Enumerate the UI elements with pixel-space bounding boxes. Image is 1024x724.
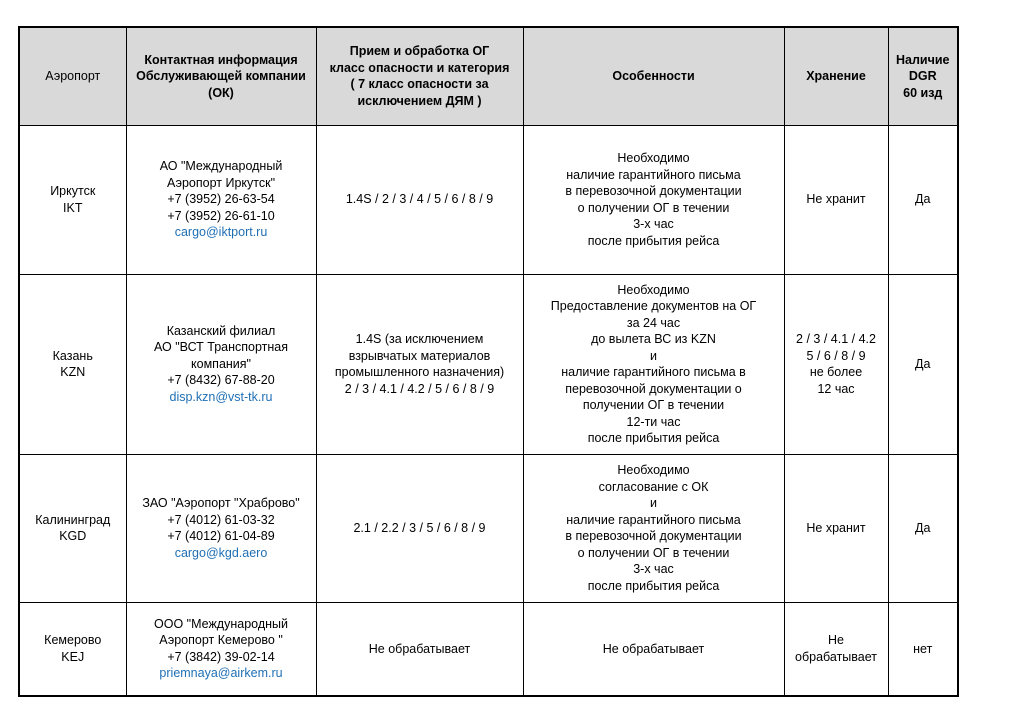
header-dgr-line: 60 изд: [903, 85, 943, 100]
features-cell: [523, 602, 784, 696]
features-line: о получении ОГ в течении: [577, 200, 730, 215]
features-line: после прибытия рейса: [587, 233, 720, 248]
header-contact-line: (ОК): [208, 85, 234, 100]
storage-line: Не хранит: [806, 520, 866, 535]
acceptance-cell: [316, 274, 523, 454]
airport-cell: [19, 125, 126, 274]
acceptance-line: Не обрабатывает: [368, 641, 471, 656]
contact-line: +7 (4012) 61-04-89: [167, 529, 275, 543]
table-row: [19, 602, 958, 696]
features-line: наличие гарантийного письма в: [561, 365, 746, 379]
airport-line: Кемерово: [44, 633, 102, 648]
table-row: [19, 125, 958, 274]
airport-line: KGD: [59, 529, 87, 543]
contact-line: Аэропорт Иркутск": [166, 175, 276, 190]
storage-line: 5 / 6 / 8 / 9: [806, 348, 866, 363]
contact-line: +7 (8432) 67-88-20: [167, 373, 275, 388]
contact-line: +7 (3842) 39-02-14: [167, 649, 275, 664]
airport-line: Казань: [52, 348, 93, 363]
contact-cell: [126, 274, 316, 454]
acceptance-line: 1.4S / 2 / 3 / 4 / 5 / 6 / 8 / 9: [345, 192, 494, 207]
acceptance-cell: [316, 125, 523, 274]
airport-cell: [19, 274, 126, 454]
acceptance-cell: [316, 602, 523, 696]
storage-cell: [784, 274, 888, 454]
header-contact-line: Контактная информация: [144, 52, 298, 67]
features-line: наличие гарантийного письма: [566, 167, 741, 182]
header-acceptance-line: ( 7 класс опасности за: [350, 77, 489, 92]
acceptance-line: промышленного назначения): [334, 365, 505, 379]
email-link[interactable]: cargo@kgd.aero: [174, 545, 268, 560]
features-line: наличие гарантийного письма: [566, 512, 741, 527]
header-dgr-line: Наличие: [896, 52, 950, 67]
acceptance-line: 2 / 3 / 4.1 / 4.2 / 5 / 6 / 8 / 9: [344, 381, 495, 396]
features-line: в перевозочной документации: [565, 184, 742, 198]
storage-line: 2 / 3 / 4.1 / 4.2: [796, 332, 876, 346]
features-line: Не обрабатывает: [602, 641, 705, 656]
header-acceptance-line: Прием и обработка ОГ: [349, 44, 490, 59]
header-acceptance-line: исключением ДЯМ ): [357, 93, 482, 108]
storage-line: обрабатывает: [795, 649, 877, 664]
header-airport: Аэропорт: [19, 27, 126, 125]
features-line: Предоставление документов на ОГ: [550, 299, 757, 313]
features-line: и: [650, 496, 657, 510]
storage-cell: [784, 602, 888, 696]
airport-cell: [19, 602, 126, 696]
acceptance-line: 1.4S (за исключением: [355, 332, 484, 346]
airport-line: IKT: [63, 200, 83, 215]
airport-line: Иркутск: [50, 184, 96, 198]
email-link[interactable]: priemnaya@airkem.ru: [159, 666, 283, 681]
features-line: 3-х час: [633, 562, 674, 576]
airport-dg-table: [18, 26, 959, 697]
dgr-cell: Да: [888, 454, 958, 602]
contact-cell: [126, 454, 316, 602]
table-row: [19, 454, 958, 602]
acceptance-line: 2.1 / 2.2 / 3 / 5 / 6 / 8 / 9: [353, 520, 486, 535]
header-dgr: [888, 27, 958, 125]
header-acceptance: [316, 27, 523, 125]
header-storage: Хранение: [784, 27, 888, 125]
table-row: [19, 274, 958, 454]
features-line: Необходимо: [617, 282, 690, 297]
storage-line: 12 час: [817, 381, 855, 396]
storage-cell: [784, 125, 888, 274]
features-line: согласование с ОК: [598, 479, 709, 494]
airport-cell: [19, 454, 126, 602]
contact-line: компания": [191, 356, 251, 371]
acceptance-line: взрывчатых материалов: [348, 348, 491, 363]
features-line: 3-х час: [633, 217, 674, 231]
contact-line: Казанский филиал: [166, 323, 276, 338]
contact-cell: [126, 602, 316, 696]
contact-line: Аэропорт Кемерово ": [159, 633, 283, 648]
features-line: за 24 час: [626, 315, 681, 330]
header-acceptance-line: класс опасности и категория: [329, 60, 510, 75]
dgr-cell: Да: [888, 274, 958, 454]
airport-line: KEJ: [61, 649, 85, 664]
features-line: перевозочной документации о: [565, 381, 742, 396]
features-line: Необходимо: [617, 463, 690, 477]
features-cell: [523, 454, 784, 602]
header-row: [19, 27, 958, 125]
storage-line: Не хранит: [806, 192, 866, 207]
airport-line: Калининград: [35, 512, 111, 527]
features-line: и: [650, 348, 657, 363]
contact-line: АО "Международный: [159, 159, 283, 174]
storage-cell: [784, 454, 888, 602]
contact-line: +7 (3952) 26-61-10: [167, 208, 275, 223]
contact-line: ООО "Международный: [154, 616, 288, 631]
contact-line: АО "ВСТ Транспортная: [153, 340, 289, 355]
dgr-cell: нет: [888, 602, 958, 696]
features-line: о получении ОГ в течении: [577, 545, 730, 560]
contact-line: ЗАО "Аэропорт "Храброво": [142, 496, 300, 510]
acceptance-cell: [316, 454, 523, 602]
header-dgr-line: DGR: [908, 69, 937, 83]
features-cell: [523, 125, 784, 274]
storage-line: не более: [809, 365, 863, 379]
features-line: после прибытия рейса: [587, 431, 720, 445]
contact-cell: [126, 125, 316, 274]
airport-line: KZN: [60, 365, 86, 379]
features-line: 12-ти час: [626, 414, 681, 429]
header-contact-line: Обслуживающей компании: [136, 69, 306, 83]
contact-line: +7 (4012) 61-03-32: [167, 512, 275, 527]
storage-line: Не: [828, 633, 844, 648]
contact-line: +7 (3952) 26-63-54: [167, 192, 275, 207]
features-line: после прибытия рейса: [587, 578, 720, 593]
features-line: в перевозочной документации: [565, 529, 742, 543]
dgr-cell: Да: [888, 125, 958, 274]
features-line: Необходимо: [617, 151, 690, 165]
header-contact: [126, 27, 316, 125]
features-cell: [523, 274, 784, 454]
header-features: Особенности: [523, 27, 784, 125]
features-line: до вылета ВС из KZN: [591, 332, 716, 346]
features-line: получении ОГ в течении: [582, 398, 725, 412]
email-link[interactable]: disp.kzn@vst-tk.ru: [169, 389, 273, 404]
email-link[interactable]: cargo@iktport.ru: [174, 225, 268, 240]
